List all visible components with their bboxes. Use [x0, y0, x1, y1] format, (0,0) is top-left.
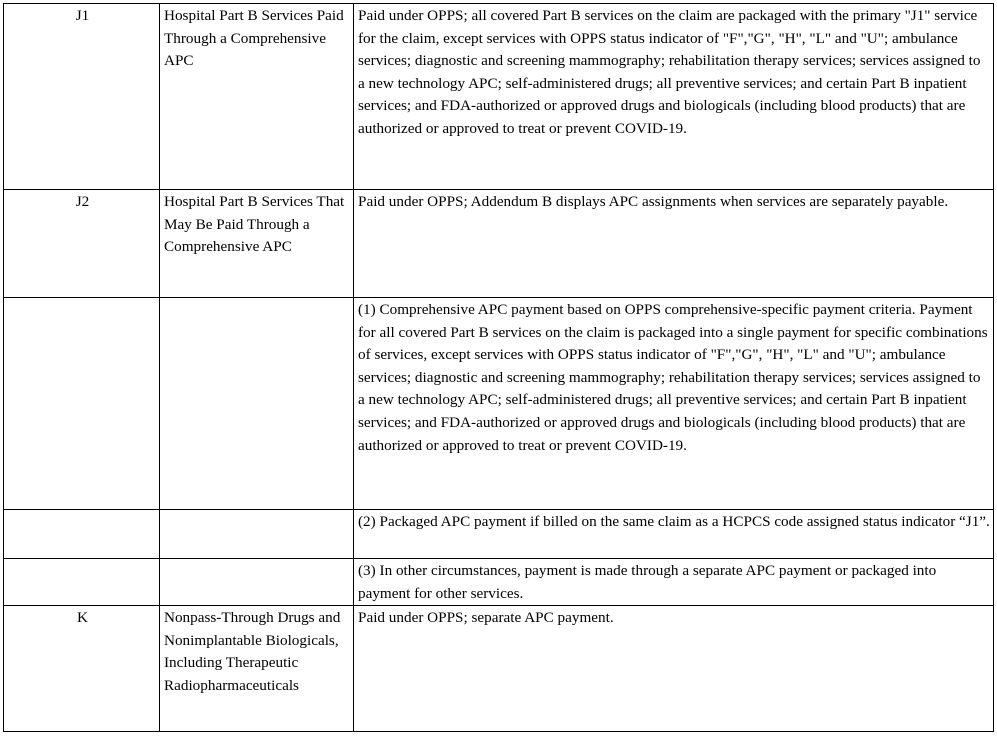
- item-description: [160, 298, 354, 510]
- item-description: [160, 510, 354, 559]
- table-row: [4, 510, 994, 559]
- payment-status: Paid under OPPS; Addendum B displays APC assignments when services are separately payable.: [354, 190, 994, 298]
- payment-status: (3) In other circumstances, payment is made through a separate APC payment or packaged into payment for other services.: [354, 559, 994, 606]
- status-indicator-code: [4, 559, 160, 606]
- status-indicator-code: K: [4, 606, 160, 732]
- payment-status: Paid under OPPS; separate APC payment.: [354, 606, 994, 732]
- status-indicator-code: J2: [4, 190, 160, 298]
- status-indicator-table: [3, 3, 994, 732]
- table-row: [4, 559, 994, 606]
- item-description: Hospital Part B Services That May Be Paid Through a Comprehensive APC: [160, 190, 354, 298]
- payment-status: (1) Comprehensive APC payment based on OPPS comprehensive-specific payment criteria. Payment for all covered Part B services on the claim is packaged into a single payment for specific combinations of services, except services with OPPS status indicator of "F","G", "H", "L" and "U"; ambulance services; diagnostic and screening mammography; rehabilitation therapy services; services assigned to a new technology APC; self-administered drugs; all preventive services; and certain Part B inpatient services; and FDA-authorized or approved drugs and biologicals (including blood products) that are authorized or approved to treat or prevent COVID-19.: [354, 298, 994, 510]
- table-row: [4, 4, 994, 190]
- table-row: [4, 606, 994, 732]
- item-description: [160, 559, 354, 606]
- status-indicator-table-wrapper: [3, 3, 993, 732]
- status-indicator-code: [4, 298, 160, 510]
- status-indicator-code: J1: [4, 4, 160, 190]
- table-row: [4, 298, 994, 510]
- table-row: [4, 190, 994, 298]
- status-indicator-code: [4, 510, 160, 559]
- payment-status: (2) Packaged APC payment if billed on the same claim as a HCPCS code assigned status indicator “J1”.: [354, 510, 994, 559]
- item-description: Hospital Part B Services Paid Through a Comprehensive APC: [160, 4, 354, 190]
- payment-status: Paid under OPPS; all covered Part B services on the claim are packaged with the primary "J1" service for the claim, except services with OPPS status indicator of "F","G", "H", "L" and "U"; ambulance services; diagnostic and screening mammography; rehabilitation therapy services; services assigned to a new technology APC; self-administered drugs; all preventive services; and certain Part B inpatient services; and FDA-authorized or approved drugs and biologicals (including blood products) that are authorized or approved to treat or prevent COVID-19.: [354, 4, 994, 190]
- item-description: Nonpass-Through Drugs and Nonimplantable Biologicals, Including Therapeutic Radiopharmaceuticals: [160, 606, 354, 732]
